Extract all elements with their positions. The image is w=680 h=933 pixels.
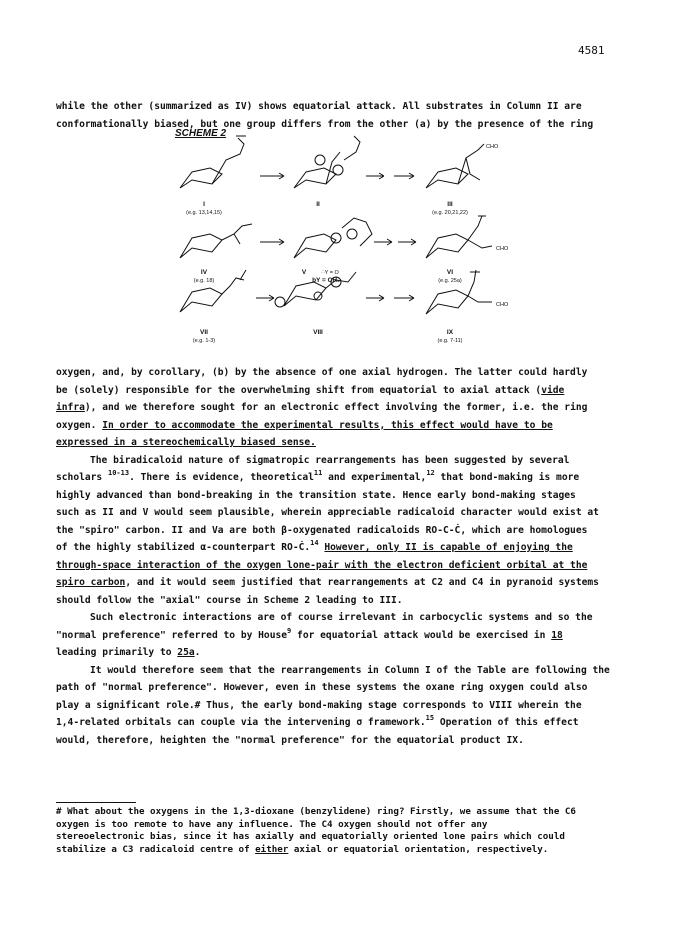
arrow-VII-VIII	[256, 295, 274, 301]
top-line-1: while the other (summarized as IV) shows equatorial attack. All substrates in Column II are	[56, 101, 582, 112]
structure-VI	[426, 216, 492, 258]
label-III: III	[447, 201, 453, 208]
label-VI-examples: (e.g. 25a)	[438, 278, 462, 284]
body-line: infra), and we therefore sought for an electronic effect involving the former, i.e. the ring	[56, 402, 588, 413]
label-VII: VII	[200, 329, 208, 336]
body-line: 1,4-related orbitals can couple via the intervening σ framework.$^{15}$ Operation of this effect	[56, 714, 579, 728]
footnote-line: # What about the oxygens in the 1,3-dioxane (benzylidene) ring? Firstly, we assume that the C6	[56, 806, 576, 817]
body-line: scholars $^{10-13}$. There is evidence, theoretical$^{11}$ and experimental,$^{12}$ that bond-making is more	[56, 469, 580, 483]
label-IV-examples: (e.g. 18)	[193, 278, 215, 284]
label-I: I	[203, 201, 205, 208]
structure-II	[294, 136, 360, 188]
body-line: expressed in a stereochemically biased sense.	[56, 437, 316, 448]
label-I-examples: (e.g. 13,14,15)	[186, 210, 222, 216]
label-V: V	[301, 269, 307, 276]
body-line: spiro carbon, and it would seem justified that rearrangements at C2 and C4 in pyranoid systems	[56, 577, 599, 588]
body-line: would, therefore, heighten the "normal preference" for the equatorial product IX.	[56, 734, 524, 746]
body-line: leading primarily to 25a.	[56, 647, 201, 658]
body-line: be (solely) responsible for the overwhelming shift from equatorial to axial attack (vide	[56, 384, 565, 396]
structure-VII	[180, 270, 246, 312]
arrow-II-III	[366, 173, 414, 179]
arrow-VIII-IX	[366, 295, 414, 301]
body-line: oxygen, and, by corollary, (b) by the absence of one axial hydrogen. The latter could hardly	[56, 367, 588, 378]
body-line: path of "normal preference". However, even in these systems the oxane ring oxygen could also	[56, 682, 588, 693]
scheme-title: SCHEME 2	[175, 128, 227, 139]
top-line-2: conformationally biased, but one group differs from the other (a) by the presence of the ring	[56, 118, 594, 130]
label-V-a: ∴Y = O	[321, 270, 339, 276]
label-V-b: bY = CH₂	[312, 277, 340, 284]
body-line: should follow the "axial" course in Scheme 2 leading to III.	[56, 594, 403, 606]
cho-group-iii: CHO	[486, 144, 499, 150]
structure-IX	[426, 270, 492, 314]
label-IV: IV	[200, 269, 208, 276]
structure-IV	[180, 224, 252, 258]
label-II: II	[316, 201, 320, 208]
label-VII-examples: (e.g. 1-3)	[192, 338, 216, 344]
label-III-examples: (e.g. 20,21,22)	[432, 210, 468, 216]
footnote	[56, 806, 646, 856]
label-VIII: VIII	[313, 329, 323, 336]
body-line: the "spiro" carbon. II and Va are both β-oxygenated radicaloids RO-C-Ċ, which are homologues	[56, 524, 588, 536]
label-VI: VI	[446, 269, 454, 276]
page-number: 4581	[578, 44, 605, 57]
structure-III	[426, 144, 484, 188]
footnote-line: stabilize a C3 radicaloid centre of either axial or equatorial orientation, respectively.	[56, 843, 549, 855]
top-paragraph	[56, 98, 636, 133]
scheme-2-diagram	[160, 130, 560, 358]
body-line: of the highly stabilized α-counterpart RO-Ċ.$^{14}$ However, only II is capable of enjoying the	[56, 539, 573, 553]
body-text	[56, 364, 636, 749]
body-line: through-space interaction of the oxygen lone-pair with the electron deficient orbital at the	[56, 559, 588, 571]
body-line: It would therefore seem that the rearrangements in Column I of the Table are following the	[90, 664, 610, 676]
footnote-rule	[56, 802, 136, 803]
body-line: The biradicaloid nature of sigmatropic rearrangements has been suggested by several	[90, 454, 570, 466]
structure-I	[180, 136, 246, 188]
arrow-V-VI	[374, 239, 416, 245]
body-line: such as II and V would seem plausible, wherein appreciable radicaloid character would exist at	[56, 507, 599, 518]
label-IX: IX	[446, 329, 454, 336]
footnote-line: stereoelectronic bias, since it has axially and equatorially oriented lone pairs which could	[56, 831, 565, 842]
body-line: "normal preference" referred to by House$^9$ for equatorial attack would be exercised in 18	[56, 626, 563, 641]
cho-group-ix: CHO	[496, 302, 509, 308]
arrow-IV-V	[260, 239, 284, 245]
body-line: Such electronic interactions are of course irrelevant in carbocyclic systems and so the	[90, 612, 593, 623]
body-line: highly advanced than bond-breaking in the transition state. Hence early bond-making stages	[56, 489, 576, 501]
cho-group-vi: CHO	[496, 246, 509, 252]
body-line: oxygen. In order to accommodate the experimental results, this effect would have to be	[56, 419, 553, 431]
body-line: play a significant role.# Thus, the early bond-making stage corresponds to VIII wherein the	[56, 699, 582, 711]
structure-V	[294, 218, 372, 258]
footnote-line: oxygen is too remote to have any influence. The C4 oxygen should not offer any	[56, 818, 488, 830]
label-IX-examples: (e.g. 7-11)	[437, 338, 463, 344]
